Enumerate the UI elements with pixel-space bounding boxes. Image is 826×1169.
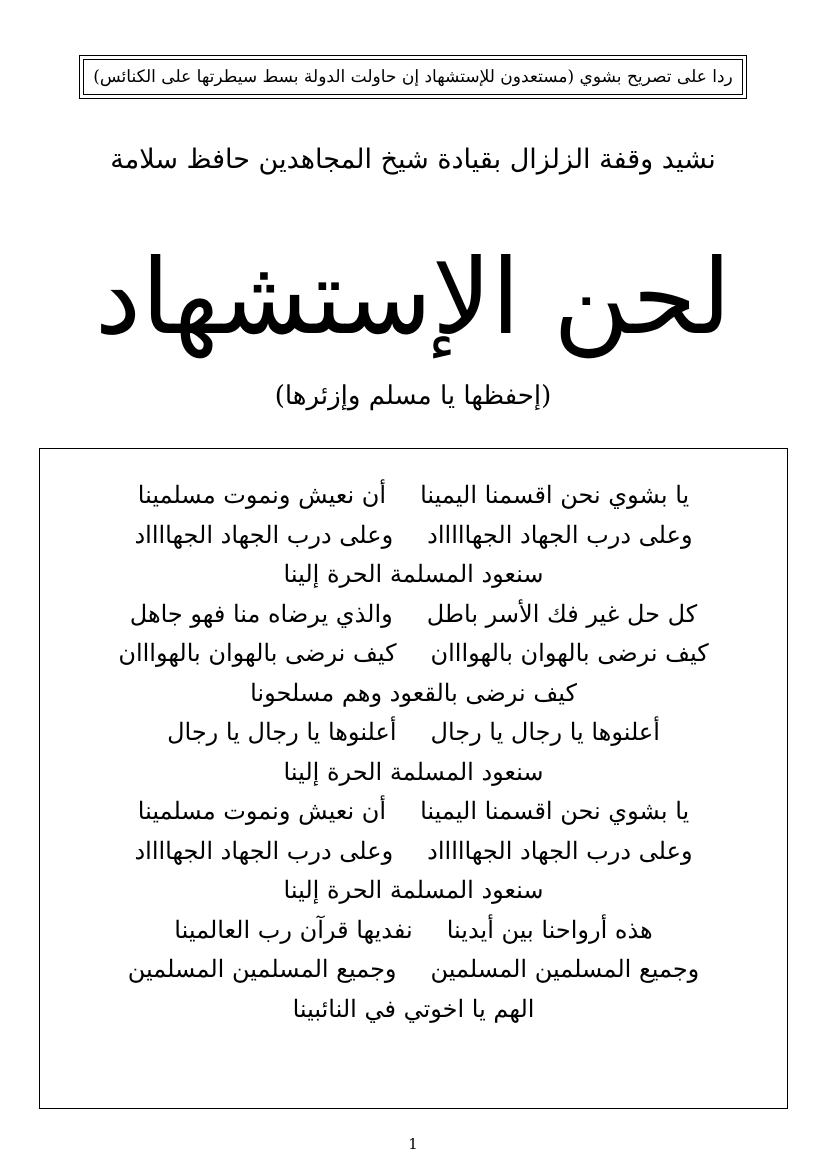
- poem-hemistich: كيف نرضى بالهوان بالهوااان: [430, 639, 709, 667]
- subtitle: نشيد وقفة الزلزال بقيادة شيخ المجاهدين حافظ سلامة: [110, 144, 716, 175]
- page-title: لحن الإستشهاد: [94, 236, 732, 358]
- poem-line: [40, 911, 787, 951]
- poem-hemistich: وعلى درب الجهاد الجهااااد: [134, 520, 394, 549]
- poem-hemistich: نفديها قرآن رب العالمينا: [174, 915, 413, 944]
- poem-line: كيف نرضى بالقعود وهم مسلحونا: [250, 678, 577, 707]
- poem-line: [40, 516, 787, 556]
- poem-line: سنعود المسلمة الحرة إلينا: [283, 560, 544, 588]
- poem-hemistich: والذي يرضاه منا فهو جاهل: [129, 599, 393, 628]
- poem-line: [40, 832, 787, 872]
- poem-line: [40, 476, 787, 516]
- poem-line: الهم يا اخوتي في النائبينا: [292, 994, 535, 1023]
- poem-hemistich: أعلنوها يا رجال يا رجال: [167, 718, 397, 746]
- poem-hemistich: هذه أرواحنا بين أيدينا: [446, 915, 653, 944]
- poem-hemistich: كيف نرضى بالهوان بالهوااان: [118, 639, 397, 667]
- poem-hemistich: وجميع المسلمين المسلمين: [127, 955, 397, 983]
- poem-line: سنعود المسلمة الحرة إلينا: [283, 876, 544, 904]
- poem-hemistich: أن نعيش ونموت مسلمينا: [137, 481, 387, 509]
- poem-line: [40, 713, 787, 753]
- poem-hemistich: أن نعيش ونموت مسلمينا: [137, 797, 387, 825]
- poem-line: [40, 950, 787, 990]
- poem-hemistich: وعلى درب الجهاد الجهاااااد: [427, 520, 693, 549]
- poem-hemistich: أعلنوها يا رجال يا رجال: [430, 718, 660, 746]
- poem-hemistich: يا بشوي نحن اقسمنا اليمينا: [420, 481, 690, 509]
- poem-hemistich: وعلى درب الجهاد الجهاااااد: [427, 836, 693, 865]
- poem-box: [39, 448, 788, 1109]
- poem-hemistich: كل حل غير فك الأسر باطل: [426, 599, 698, 628]
- poem-line: سنعود المسلمة الحرة إلينا: [283, 757, 544, 786]
- header-banner: [79, 55, 747, 99]
- page-number: 1: [408, 1135, 418, 1153]
- header-banner-text: ردا على تصريح بشوي (مستعدون للإستشهاد إن حاولت الدولة بسط سيطرتها على الكنائس): [83, 59, 743, 95]
- poem-line: [40, 634, 787, 674]
- title-note: (إحفظها يا مسلم وإزئرها): [274, 381, 552, 411]
- poem-line: [40, 792, 787, 832]
- poem-hemistich: يا بشوي نحن اقسمنا اليمينا: [420, 797, 690, 825]
- poem-line: [40, 595, 787, 635]
- poem-hemistich: وعلى درب الجهاد الجهااااد: [134, 836, 394, 865]
- poem-hemistich: وجميع المسلمين المسلمين: [430, 955, 700, 983]
